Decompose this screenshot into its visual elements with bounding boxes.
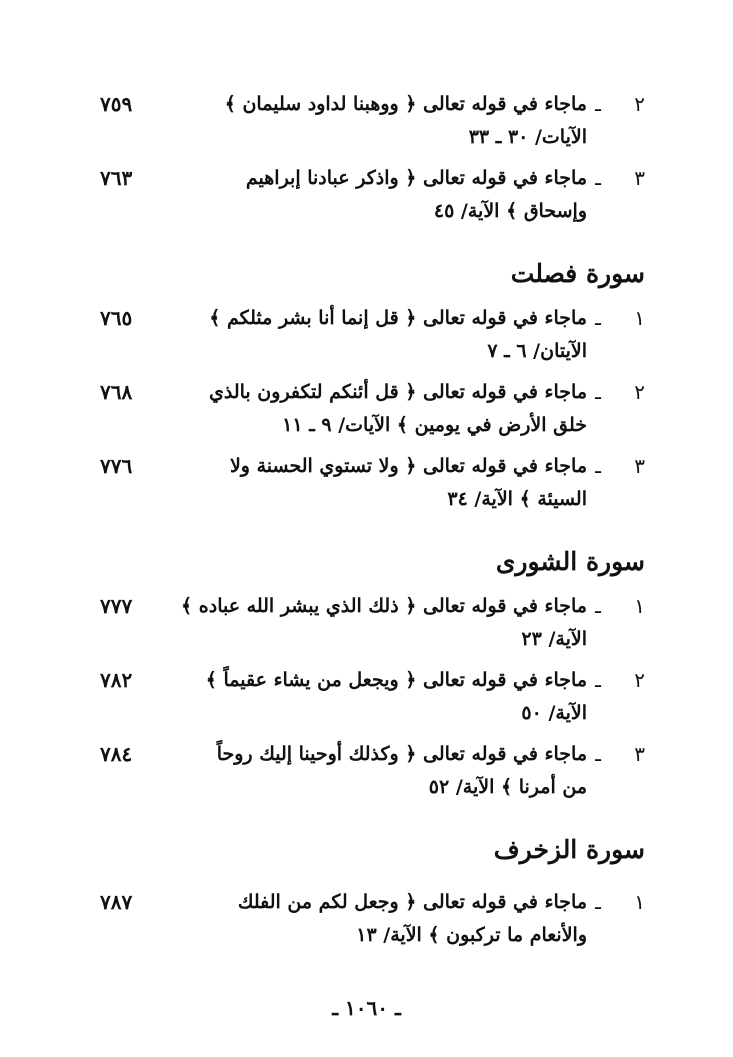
entry-text [170, 450, 587, 516]
entry-dash: ـ [595, 742, 601, 766]
entry-text [170, 886, 587, 952]
toc-entry [100, 590, 645, 656]
entry-text [170, 376, 587, 442]
toc-entry [100, 162, 645, 228]
entry-dash: ـ [595, 92, 601, 116]
entry-page-number: ٧٨٧ [100, 890, 133, 914]
entry-number: ٣ [634, 166, 645, 190]
table-of-contents [100, 88, 645, 952]
entry-text-line: ماجاء في قوله تعالى ﴿ ويجعل من يشاء عقيماً ﴾ [205, 669, 587, 691]
entry-text [170, 664, 587, 730]
entry-number: ٣ [634, 454, 645, 478]
toc-entry [100, 376, 645, 442]
section-title: سورة فصلت [510, 259, 645, 288]
section-title: سورة الزخرف [493, 835, 645, 864]
entry-text-line: ماجاء في قوله تعالى ﴿ واذكر عبادنا إبراهيم [245, 167, 587, 189]
entry-number: ٢ [634, 92, 645, 116]
entry-dash: ـ [595, 380, 601, 404]
entry-page-number: ٧٧٦ [100, 454, 133, 478]
entry-text-line: الآية/ ٥٠ [521, 702, 587, 724]
entry-text-line: من أمرنا ﴾ الآية/ ٥٢ [428, 776, 587, 798]
toc-entry [100, 302, 645, 368]
toc-entry [100, 88, 645, 154]
entry-dash: ـ [595, 306, 601, 330]
entry-page-number: ٧٨٤ [100, 742, 133, 766]
entry-page-number: ٧٦٣ [100, 166, 133, 190]
entry-text-line: الآية/ ٢٣ [521, 628, 587, 650]
entry-number: ٢ [634, 668, 645, 692]
entry-dash: ـ [595, 594, 601, 618]
entry-page-number: ٧٧٧ [100, 594, 133, 618]
toc-entry [100, 664, 645, 730]
entry-text [170, 302, 587, 368]
entry-text-line: وإسحاق ﴾ الآية/ ٤٥ [433, 200, 587, 222]
entry-number: ١ [634, 594, 645, 618]
toc-entry [100, 738, 645, 804]
entry-page-number: ٧٥٩ [100, 92, 133, 116]
entry-number: ٢ [634, 380, 645, 404]
entry-text-line: السيئة ﴾ الآية/ ٣٤ [447, 488, 587, 510]
entry-dash: ـ [595, 668, 601, 692]
entry-text-line: خلق الأرض في يومين ﴾ الآيات/ ٩ ـ ١١ [282, 414, 587, 436]
entry-text [170, 590, 587, 656]
entry-text-line: ماجاء في قوله تعالى ﴿ قل أئنكم لتكفرون بالذي [208, 381, 587, 403]
entry-text-line: والأنعام ما تركبون ﴾ الآية/ ١٣ [356, 924, 587, 946]
entry-dash: ـ [595, 890, 601, 914]
entry-number: ١ [634, 306, 645, 330]
entry-number: ٣ [634, 742, 645, 766]
entry-text-line: الآيتان/ ٦ ـ ٧ [487, 340, 587, 362]
entry-number: ١ [634, 890, 645, 914]
entry-text [170, 162, 587, 228]
section-title: سورة الشورى [495, 547, 645, 576]
entry-text [170, 738, 587, 804]
toc-entry [100, 450, 645, 516]
entry-text-line: ماجاء في قوله تعالى ﴿ ولا تستوي الحسنة ولا [229, 455, 587, 477]
entry-page-number: ٧٦٨ [100, 380, 133, 404]
entry-text-line: ماجاء في قوله تعالى ﴿ قل إنما أنا بشر مثلكم ﴾ [209, 307, 587, 329]
entry-dash: ـ [595, 166, 601, 190]
entry-dash: ـ [595, 454, 601, 478]
entry-text-line: ماجاء في قوله تعالى ﴿ وجعل لكم من الفلك [237, 891, 587, 913]
entry-page-number: ٧٦٥ [100, 306, 133, 330]
entry-text-line: ماجاء في قوله تعالى ﴿ وكذلك أوحينا إليك روحاً [216, 743, 587, 765]
entry-text-line: ماجاء في قوله تعالى ﴿ ذلك الذي يبشر الله عباده ﴾ [181, 595, 587, 617]
page-number: ـ ١٠٦٠ ـ [332, 996, 401, 1020]
toc-entry [100, 886, 645, 952]
entry-text-line: ماجاء في قوله تعالى ﴿ ووهبنا لداود سليمان ﴾ [224, 93, 587, 115]
entry-text-line: الآيات/ ٣٠ ـ ٣٣ [468, 126, 587, 148]
entry-page-number: ٧٨٢ [100, 668, 133, 692]
entry-text [170, 88, 587, 154]
